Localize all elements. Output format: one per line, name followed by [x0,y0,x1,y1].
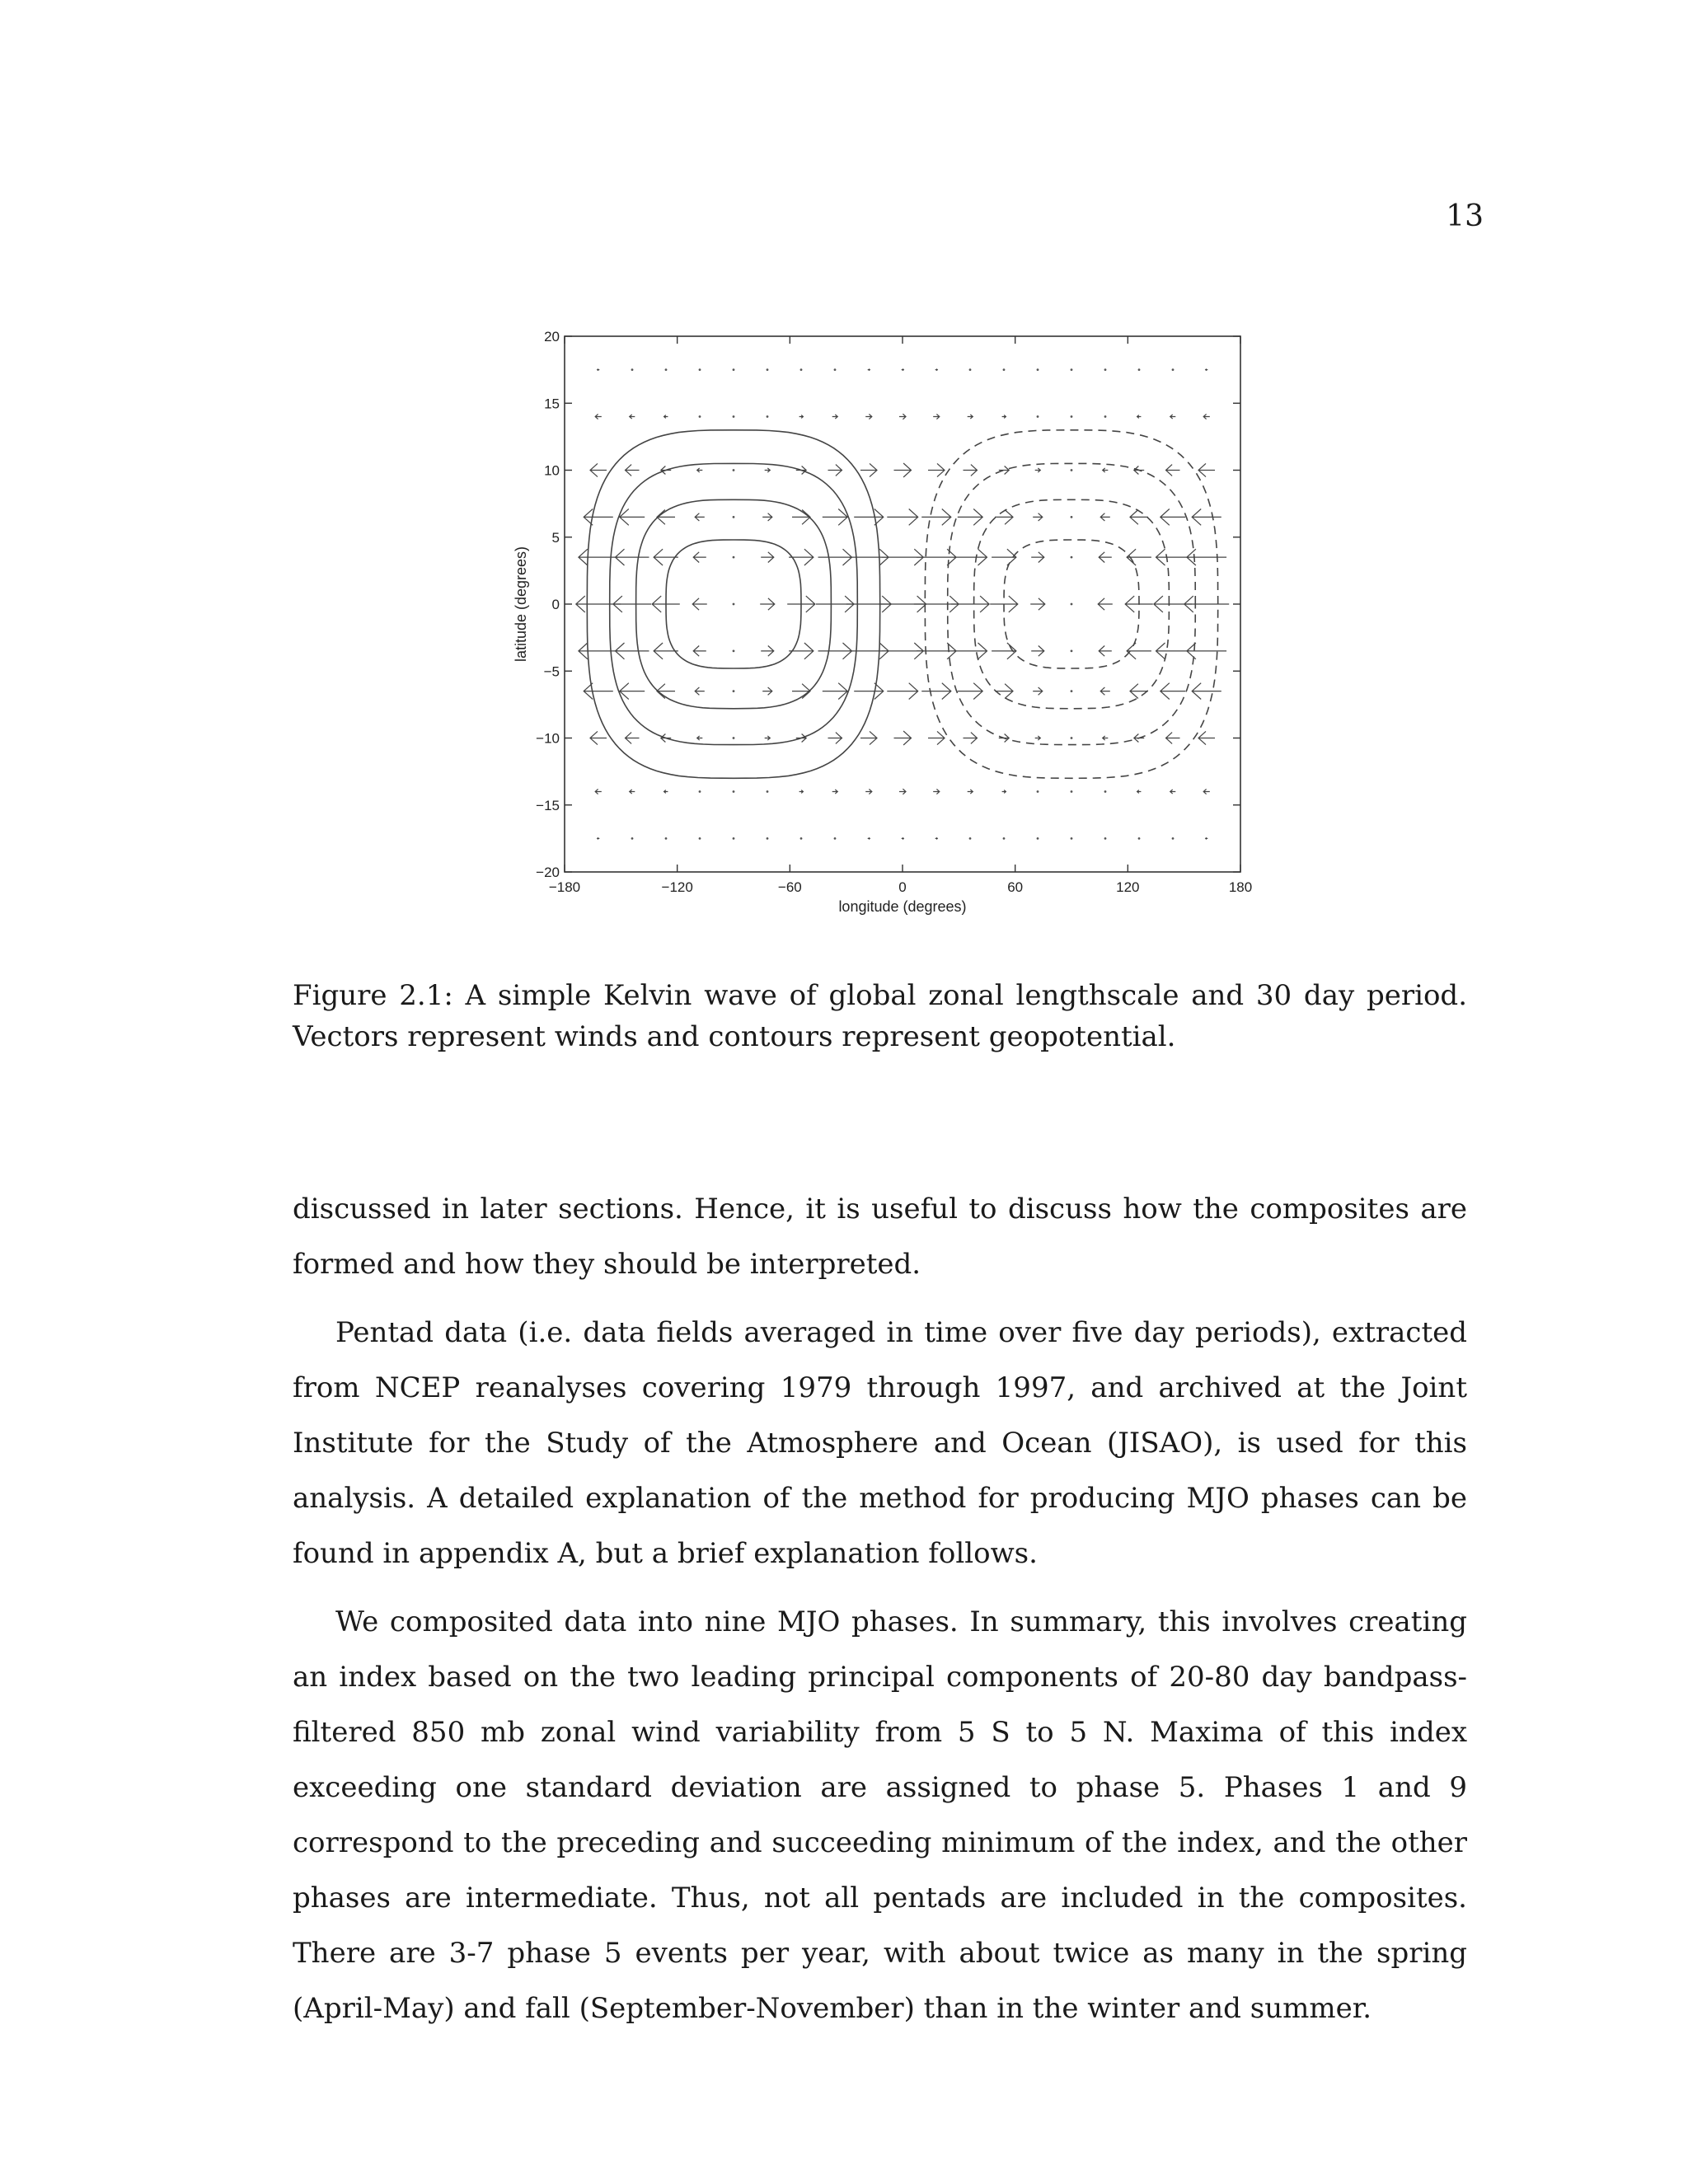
wind-vector [1071,368,1073,371]
wind-vector [969,368,972,371]
wind-vector [631,368,634,371]
wind-vector [733,516,735,518]
wind-vector [933,414,940,419]
wind-vector [1203,789,1210,794]
y-tick-label: 10 [544,462,560,479]
paragraph-2: Pentad data (i.e. data fields averaged in time over five day periods), extracted from NCEP reanalyses covering 1979 through 1997, and archived at the Joint Institute for the Study of the Atmosphere and Ocean (JISAO), is used for this analysis. A detailed explanation of the method for producing MJO phases can be found in appendix A, but a brief explanation follows. [293,1316,1467,1570]
body-text [293,1182,1467,2050]
wind-vector [590,731,607,744]
wind-vector [951,596,989,612]
wind-vector [579,549,618,565]
wind-vector [854,509,884,526]
wind-vector [865,414,872,419]
wind-vector [616,643,649,659]
wind-vector [1134,466,1144,475]
wind-vector [631,837,634,840]
wind-vector [1071,737,1073,739]
wind-vector [584,509,613,526]
wind-vector [616,549,649,565]
wind-vector [761,646,774,657]
x-tick-label: −60 [777,879,802,895]
wind-vector [1166,733,1180,744]
y-tick-label: −20 [536,865,560,880]
wind-vector [968,415,973,419]
y-tick-label: −5 [543,663,560,680]
wind-vector [1206,369,1208,371]
wind-vector [664,790,668,794]
wind-vector [933,789,940,794]
wind-vector [1031,646,1044,657]
wind-vector [818,549,852,565]
wind-vector [733,556,735,559]
wind-vector [1138,368,1141,371]
wind-vector [654,549,678,565]
wind-vector [999,466,1009,475]
wind-vector [1071,790,1073,793]
wind-vector [1003,368,1006,371]
wind-vector [1198,731,1215,744]
wind-vector [899,414,906,419]
wind-vector [1002,790,1006,794]
x-tick-label: −180 [548,879,581,895]
wind-vector [834,368,837,371]
wind-vector [590,463,607,476]
wind-vector [665,837,668,840]
wind-vector [1037,368,1039,371]
wind-vector [1172,368,1175,371]
wind-vector [1187,549,1226,565]
wind-vector [921,683,951,700]
wind-vector [1030,598,1045,610]
wind-vector [661,466,671,475]
wind-vector [958,509,982,526]
wind-vector [1170,415,1176,419]
figure-caption: Figure 2.1: A simple Kelvin wave of global zonal lengthscale and 30 day period. Vectors represent winds and contours represent geopotential. [293,979,1467,1053]
wind-vector [1138,837,1141,840]
x-tick-label: 60 [1007,879,1024,895]
paragraph-3: We composited data into nine MJO phases. In summary, this involves creating an index based on the two leading principal components of 20-80 day bandpass-filtered 850 mb zonal wind variability from 5 S to 5 N. Maxima of this index exceeding one standard deviation are assigned to phase 5. Phases 1 and 9 correspond to the preceding and succeeding minimum of the index, and the other phases are intermediate. Thus, not all pentads are included in the composites. There are 3-7 phase 5 events per year, with about twice as many in the spring (April-May) and fall (September-November) than in the winter and summer. [293,1605,1467,2025]
wind-vector [1071,603,1073,606]
wind-vector [692,598,707,610]
wind-vector [579,643,618,659]
wind-vector [928,731,945,744]
wind-vector [954,549,987,565]
paragraph-1: discussed in later sections. Hence, it is useful to discuss how the composites are formed and how they should be interpreted. [293,1193,1467,1281]
wind-vector [733,690,735,692]
wind-vector [964,733,978,744]
wind-vector [620,683,645,700]
wind-vector [654,643,678,659]
wind-vector [1187,643,1226,659]
wind-vector [733,649,735,652]
wind-vector [1203,414,1210,419]
wind-vector [969,837,972,840]
wind-vector [697,736,703,740]
wind-vector [828,733,842,744]
wind-vector [799,790,804,794]
wind-vector [1156,549,1190,565]
wind-vector [657,510,675,525]
y-tick-label: −10 [536,730,560,747]
wind-vector [1137,790,1142,794]
x-tick-label: 180 [1228,879,1253,895]
wind-vector [1071,556,1073,559]
wind-vector [733,790,735,793]
wind-vector [894,463,912,477]
wind-vector [935,837,938,839]
wind-vector [1071,837,1073,840]
wind-vector [1071,690,1073,692]
wind-vector [1104,368,1107,371]
wind-vector [995,510,1013,525]
wind-vector [630,790,635,794]
wind-vector [761,552,774,563]
wind-vector [1100,687,1110,695]
wind-vector [1103,736,1109,740]
wind-vector [693,646,706,657]
wind-vector [1166,465,1180,476]
wind-vector [767,837,769,840]
page-number: 13 [1446,199,1484,233]
wind-vector [626,465,640,476]
wind-vector [1160,683,1185,700]
wind-vector [695,687,705,695]
wind-vector [854,683,884,700]
wind-vector [1099,552,1112,563]
wind-vector [733,469,735,471]
wind-vector [762,687,772,695]
wind-vector [800,368,803,371]
wind-vector [1198,463,1215,476]
wind-vector [1033,687,1043,695]
wind-vector [935,369,938,371]
wind-vector [1071,649,1073,652]
wind-vector [767,790,769,793]
wind-vector [899,789,906,794]
wind-vector [800,837,803,840]
wind-vector [765,736,771,740]
wind-vector [958,683,982,700]
wind-vector [699,837,701,840]
wind-vector [598,369,600,371]
wind-vector [917,549,956,565]
wind-vector [693,552,706,563]
kelvin-wave-chart [495,321,1269,948]
wind-vector [1035,468,1041,472]
wind-vector [868,369,870,371]
x-axis-label: longitude (degrees) [838,898,967,915]
wind-vector [865,789,872,794]
wind-vector [620,509,645,526]
wind-vector [1037,415,1039,418]
wind-vector [796,734,806,743]
wind-vector [1156,643,1190,659]
wind-vector [665,368,668,371]
wind-vector [1071,469,1073,471]
wind-vector [1104,837,1107,840]
wind-vector [860,463,877,476]
wind-vector [1037,837,1039,840]
wind-vector [733,368,735,371]
wind-vector [1184,596,1229,612]
y-axis-label: latitude (degrees) [513,546,529,663]
wind-vector [657,684,675,699]
wind-vector [1130,510,1148,525]
wind-vector [860,731,877,744]
wind-vector [1130,684,1148,699]
wind-vector [595,414,602,419]
wind-vector [1071,415,1073,418]
wind-vector [699,790,701,793]
wind-vector [1103,468,1109,472]
wind-vector [1192,683,1221,700]
wind-vector [1134,734,1144,743]
y-tick-label: −15 [536,797,560,813]
wind-vector [598,837,600,839]
wind-vector [832,790,838,794]
wind-vector [1035,736,1041,740]
wind-vector [1002,415,1006,419]
wind-vector [1033,513,1043,521]
wind-vector [828,465,842,476]
wind-vector [823,509,847,526]
wind-vector [762,513,772,521]
wind-vector [767,415,769,418]
wind-vector [894,731,912,745]
wind-vector [1127,643,1151,659]
x-tick-label: 120 [1116,879,1140,895]
wind-vector [964,465,978,476]
wind-vector [832,415,838,419]
wind-vector [630,415,635,419]
wind-vector [928,463,945,476]
wind-vector [733,837,735,840]
wind-vector [796,466,806,475]
wind-vector [1206,837,1208,839]
wind-vector [699,415,701,418]
wind-vector [789,643,814,659]
wind-vector [1037,790,1039,793]
wind-vector [902,369,904,371]
wind-vector [1104,415,1107,418]
wind-vector [818,643,852,659]
wind-vector [799,415,804,419]
wind-vector [902,837,904,839]
figure [495,321,1269,948]
wind-vector [1031,552,1044,563]
wind-vector [695,513,705,521]
wind-vector [767,368,769,371]
wind-vector [999,734,1009,743]
wind-vector [968,790,973,794]
wind-vector [595,789,602,794]
wind-vector [1098,598,1113,610]
wind-vector [760,598,775,610]
wind-vector [733,415,735,418]
wind-vector [733,603,735,606]
wind-vector [626,733,640,744]
wind-vector [992,549,1016,565]
wind-vector [765,468,771,472]
x-tick-label: 0 [898,879,907,895]
wind-vector [792,684,810,699]
wind-vector [1127,549,1151,565]
wind-vector [1137,415,1142,419]
wind-vector [1172,837,1175,840]
wind-vector [792,510,810,525]
wind-vector [1104,790,1107,793]
wind-vector [1100,513,1110,521]
wind-vector [584,683,613,700]
wind-vector [834,837,837,840]
wind-vector [823,683,847,700]
wind-vector [995,684,1013,699]
wind-vector [921,509,951,526]
x-tick-label: −120 [661,879,693,895]
wind-vector [697,468,703,472]
wind-vector [1099,646,1112,657]
wind-vector [1003,837,1006,840]
wind-vector [992,643,1016,659]
wind-vector [887,509,917,526]
wind-vector [868,837,870,839]
wind-vector [887,683,917,700]
wind-vector [954,643,987,659]
wind-vector [1160,509,1185,526]
wind-vector [661,734,671,743]
wind-vector [1192,509,1221,526]
y-tick-label: 0 [551,597,560,612]
wind-vector [789,549,814,565]
y-tick-label: 15 [544,396,560,412]
y-tick-label: 20 [544,329,560,344]
wind-vector [917,643,956,659]
wind-vector [1071,516,1073,518]
wind-vector [699,368,701,371]
wind-vector [613,596,651,612]
y-tick-label: 5 [551,529,560,546]
wind-vector [664,415,668,419]
wind-vector [1170,790,1176,794]
wind-vector [733,737,735,739]
